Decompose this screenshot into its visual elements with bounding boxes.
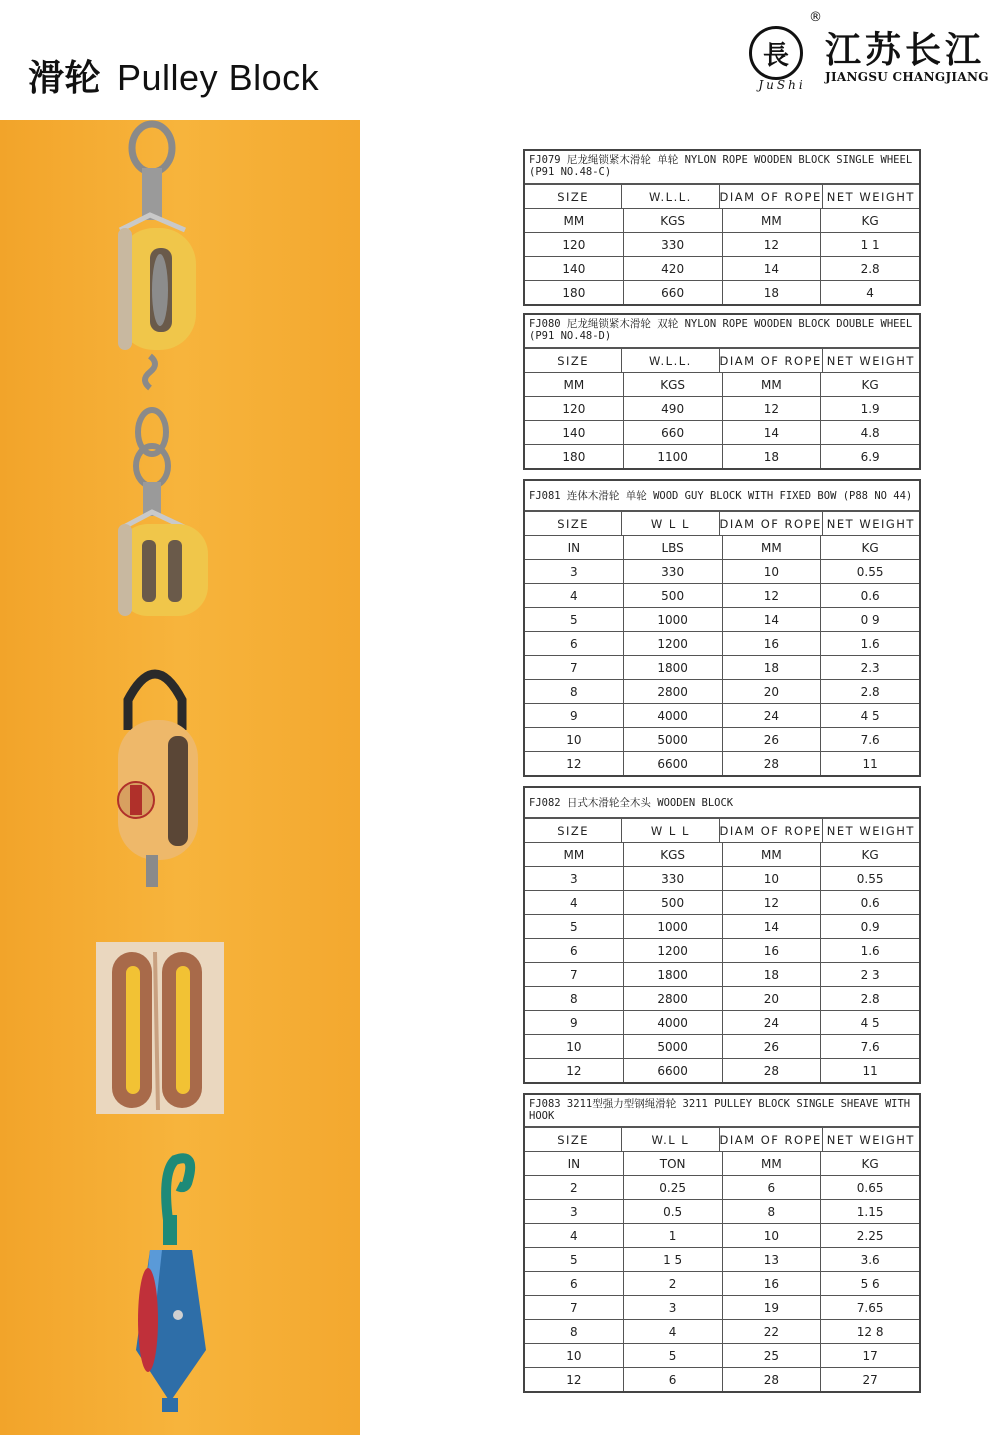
table-cell: 500 xyxy=(623,584,722,607)
table-row xyxy=(525,655,919,679)
table-row xyxy=(525,607,919,631)
table-cell: 330 xyxy=(623,560,722,583)
unit-cell: MM xyxy=(722,843,821,866)
table-cell: 18 xyxy=(722,445,821,468)
table-cell: 27 xyxy=(820,1368,919,1391)
table-cell: 12 8 xyxy=(820,1320,919,1343)
header-cell: SIZE xyxy=(557,189,590,204)
table-cell: 12 xyxy=(722,584,821,607)
table-cell: 10 xyxy=(722,867,821,890)
table-cell: 490 xyxy=(623,397,722,420)
table-row xyxy=(525,914,919,938)
table-row xyxy=(525,1367,919,1391)
table-cell: 0.9 xyxy=(820,915,919,938)
table-cell: 180 xyxy=(562,285,586,300)
table-cell: 0.55 xyxy=(820,560,919,583)
table-caption: FJ081 连体木滑轮 单轮 WOOD GUY BLOCK WITH FIXED BOW (P88 NO 44) xyxy=(525,481,919,511)
table-row xyxy=(525,1223,919,1247)
table-cell: 4 xyxy=(570,895,578,910)
table-cell: 7.65 xyxy=(820,1296,919,1319)
table-cell: 2800 xyxy=(623,680,722,703)
table-cell: 120 xyxy=(562,401,586,416)
table-cell: 9 xyxy=(570,1015,578,1030)
registered-mark: ® xyxy=(809,10,822,25)
table-cell: 3 xyxy=(623,1296,722,1319)
table-cell: 5000 xyxy=(623,1035,722,1058)
unit-cell: KG xyxy=(820,536,919,559)
table-cell: 5 xyxy=(570,1252,578,1267)
table-units-row xyxy=(525,372,919,396)
table-row xyxy=(525,751,919,775)
table-cell: 12 xyxy=(722,233,821,256)
table-cell: 1200 xyxy=(623,939,722,962)
table-row xyxy=(525,703,919,727)
unit-cell: MM xyxy=(563,377,585,392)
table-caption: FJ080 尼龙绳锁紧木滑轮 双轮 NYLON ROPE WOODEN BLOCK DOUBLE WHEEL (P91 NO.48-D) xyxy=(525,315,919,348)
table-cell: 140 xyxy=(562,261,586,276)
header-cell: DIAM OF ROPE xyxy=(719,819,822,842)
table-row xyxy=(525,1034,919,1058)
table-cell: 660 xyxy=(623,421,722,444)
table-cell: 7.6 xyxy=(820,728,919,751)
table-cell: 0.6 xyxy=(820,891,919,914)
unit-cell: KG xyxy=(820,209,919,232)
table-row xyxy=(525,679,919,703)
table-row xyxy=(525,962,919,986)
table-cell: 3.6 xyxy=(820,1248,919,1271)
table-cell: 24 xyxy=(722,704,821,727)
table-cell: 4 xyxy=(623,1320,722,1343)
unit-cell: IN xyxy=(567,1156,581,1171)
table-cell: 140 xyxy=(562,425,586,440)
table-cell: 14 xyxy=(722,257,821,280)
brand-seal-glyph: 長 xyxy=(762,40,789,71)
unit-cell: MM xyxy=(722,209,821,232)
table-cell: 28 xyxy=(722,1059,821,1082)
table-cell: 4.8 xyxy=(820,421,919,444)
table-cell: 20 xyxy=(722,680,821,703)
double-sheave-closeup-image xyxy=(96,942,224,1114)
table-cell: 10 xyxy=(722,1224,821,1247)
table-row xyxy=(525,727,919,751)
table-cell: 24 xyxy=(722,1011,821,1034)
table-cell: 7 xyxy=(570,660,578,675)
table-cell: 10 xyxy=(722,560,821,583)
table-cell: 4000 xyxy=(623,1011,722,1034)
table-cell: 0 9 xyxy=(820,608,919,631)
table-units-row xyxy=(525,1151,919,1175)
table-row xyxy=(525,396,919,420)
header-cell: DIAM OF ROPE xyxy=(719,185,822,208)
japanese-wooden-block-image xyxy=(118,674,198,887)
unit-cell: KG xyxy=(820,373,919,396)
table-row xyxy=(525,1247,919,1271)
table-cell: 3 xyxy=(570,1204,578,1219)
table-cell: 1800 xyxy=(623,963,722,986)
table-cell: 0.5 xyxy=(623,1200,722,1223)
table-cell: 0.25 xyxy=(623,1176,722,1199)
table-cell: 2 xyxy=(570,1180,578,1195)
table-header-row xyxy=(525,348,919,372)
table-caption: FJ082 日式木滑轮全木头 WOODEN BLOCK xyxy=(525,788,919,818)
header-cell: W.L.L. xyxy=(621,185,718,208)
table-cell: 660 xyxy=(623,281,722,304)
table-cell: 6600 xyxy=(623,752,722,775)
table-cell: 5 xyxy=(570,612,578,627)
table-cell: 18 xyxy=(722,963,821,986)
table-row xyxy=(525,444,919,468)
table-cell: 1 5 xyxy=(623,1248,722,1271)
unit-cell: KG xyxy=(820,1152,919,1175)
table-cell: 1000 xyxy=(623,915,722,938)
product-photos xyxy=(0,120,360,1435)
table-cell: 6 xyxy=(570,1276,578,1291)
table-cell: 8 xyxy=(570,991,578,1006)
table-cell: 4 xyxy=(820,281,919,304)
unit-cell: MM xyxy=(722,1152,821,1175)
table-cell: 6 xyxy=(570,943,578,958)
header-cell: SIZE xyxy=(557,516,590,531)
table-row xyxy=(525,890,919,914)
header-cell: W.L L xyxy=(621,1128,718,1151)
header-cell: NET WEIGHT xyxy=(822,349,919,372)
table-cell: 18 xyxy=(722,656,821,679)
brand-logo xyxy=(745,10,995,95)
table-cell: 2800 xyxy=(623,987,722,1010)
steel-hook-pulley-image xyxy=(136,1158,206,1412)
table-cell: 17 xyxy=(820,1344,919,1367)
table-cell: 26 xyxy=(722,728,821,751)
header-cell: NET WEIGHT xyxy=(822,512,919,535)
table-cell: 1.15 xyxy=(820,1200,919,1223)
table-cell: 25 xyxy=(722,1344,821,1367)
header-cell: NET WEIGHT xyxy=(822,819,919,842)
table-cell: 10 xyxy=(566,732,582,747)
unit-cell: MM xyxy=(722,536,821,559)
table-row xyxy=(525,1175,919,1199)
table-cell: 14 xyxy=(722,421,821,444)
table-row xyxy=(525,1295,919,1319)
header-cell: NET WEIGHT xyxy=(822,185,919,208)
table-cell: 1100 xyxy=(623,445,722,468)
table-cell: 19 xyxy=(722,1296,821,1319)
table-cell: 12 xyxy=(566,756,582,771)
spec-table-fj081 xyxy=(523,479,921,777)
product-photo-strip xyxy=(0,120,360,1435)
table-cell: 0.6 xyxy=(820,584,919,607)
table-cell: 6 xyxy=(722,1176,821,1199)
header-cell: NET WEIGHT xyxy=(822,1128,919,1151)
table-cell: 10 xyxy=(566,1039,582,1054)
unit-cell: KGS xyxy=(623,209,722,232)
spec-table-fj083 xyxy=(523,1093,921,1393)
table-cell: 8 xyxy=(570,684,578,699)
table-row xyxy=(525,420,919,444)
table-cell: 2.8 xyxy=(820,987,919,1010)
table-cell: 6 xyxy=(570,636,578,651)
table-cell: 14 xyxy=(722,608,821,631)
header-cell: SIZE xyxy=(557,353,590,368)
table-cell: 1.9 xyxy=(820,397,919,420)
unit-cell: MM xyxy=(722,373,821,396)
unit-cell: KGS xyxy=(623,373,722,396)
table-cell: 16 xyxy=(722,939,821,962)
table-row xyxy=(525,866,919,890)
table-cell: 6600 xyxy=(623,1059,722,1082)
table-row xyxy=(525,1058,919,1082)
table-cell: 1000 xyxy=(623,608,722,631)
header-cell: DIAM OF ROPE xyxy=(719,1128,822,1151)
table-cell: 9 xyxy=(570,708,578,723)
table-row xyxy=(525,938,919,962)
table-row xyxy=(525,631,919,655)
table-cell: 2.8 xyxy=(820,257,919,280)
table-cell: 6.9 xyxy=(820,445,919,468)
unit-cell: MM xyxy=(563,847,585,862)
table-row xyxy=(525,1343,919,1367)
table-cell: 4000 xyxy=(623,704,722,727)
table-cell: 28 xyxy=(722,752,821,775)
unit-cell: KG xyxy=(820,843,919,866)
table-cell: 7 xyxy=(570,1300,578,1315)
table-cell: 12 xyxy=(722,397,821,420)
table-row xyxy=(525,256,919,280)
table-cell: 10 xyxy=(566,1348,582,1363)
table-cell: 1.6 xyxy=(820,939,919,962)
table-row xyxy=(525,1010,919,1034)
table-cell: 18 xyxy=(722,281,821,304)
table-cell: 13 xyxy=(722,1248,821,1271)
unit-cell: LBS xyxy=(623,536,722,559)
table-cell: 4 xyxy=(570,1228,578,1243)
table-cell: 1 xyxy=(623,1224,722,1247)
table-cell: 20 xyxy=(722,987,821,1010)
table-cell: 12 xyxy=(566,1063,582,1078)
table-cell: 5 xyxy=(570,919,578,934)
table-cell: 8 xyxy=(722,1200,821,1223)
header-cell: SIZE xyxy=(557,1132,590,1147)
table-cell: 2.3 xyxy=(820,656,919,679)
table-cell: 500 xyxy=(623,891,722,914)
table-cell: 420 xyxy=(623,257,722,280)
table-caption: FJ083 3211型强力型钢绳滑轮 3211 PULLEY BLOCK SINGLE SHEAVE WITH HOOK xyxy=(525,1095,919,1127)
table-cell: 11 xyxy=(820,752,919,775)
page-title-en: Pulley Block xyxy=(117,57,320,98)
brand-seal-latin: JuShi xyxy=(758,78,806,92)
table-cell: 12 xyxy=(566,1372,582,1387)
spec-table-fj080 xyxy=(523,313,921,470)
table-cell: 330 xyxy=(623,233,722,256)
table-cell: 120 xyxy=(562,237,586,252)
table-row xyxy=(525,280,919,304)
table-row xyxy=(525,1319,919,1343)
table-cell: 5 xyxy=(623,1344,722,1367)
header-cell: DIAM OF ROPE xyxy=(719,349,822,372)
table-row xyxy=(525,1271,919,1295)
table-cell: 16 xyxy=(722,1272,821,1295)
table-cell: 0.65 xyxy=(820,1176,919,1199)
table-cell: 7 xyxy=(570,967,578,982)
unit-cell: MM xyxy=(563,213,585,228)
table-cell: 1800 xyxy=(623,656,722,679)
table-row xyxy=(525,232,919,256)
table-cell: 5 6 xyxy=(820,1272,919,1295)
table-cell: 7.6 xyxy=(820,1035,919,1058)
page-title-cn: 滑轮 xyxy=(28,58,102,99)
table-cell: 11 xyxy=(820,1059,919,1082)
table-cell: 22 xyxy=(722,1320,821,1343)
table-cell: 3 xyxy=(570,871,578,886)
spec-table-fj079 xyxy=(523,149,921,306)
table-cell: 28 xyxy=(722,1368,821,1391)
table-row xyxy=(525,559,919,583)
table-header-row xyxy=(525,818,919,842)
header-cell: W L L xyxy=(621,819,718,842)
brand-name-cn: 江苏长江 xyxy=(825,29,986,71)
single-wooden-block-image xyxy=(118,124,196,350)
table-cell: 5000 xyxy=(623,728,722,751)
table-units-row xyxy=(525,842,919,866)
table-cell: 4 5 xyxy=(820,1011,919,1034)
table-header-row xyxy=(525,511,919,535)
table-cell: 16 xyxy=(722,632,821,655)
table-cell: 1200 xyxy=(623,632,722,655)
table-units-row xyxy=(525,535,919,559)
table-cell: 2.8 xyxy=(820,680,919,703)
table-cell: 26 xyxy=(722,1035,821,1058)
table-units-row xyxy=(525,208,919,232)
table-cell: 8 xyxy=(570,1324,578,1339)
page-title xyxy=(28,50,319,101)
table-cell: 2.25 xyxy=(820,1224,919,1247)
unit-cell: KGS xyxy=(623,843,722,866)
table-cell: 12 xyxy=(722,891,821,914)
table-cell: 4 5 xyxy=(820,704,919,727)
unit-cell: TON xyxy=(623,1152,722,1175)
table-cell: 3 xyxy=(570,564,578,579)
table-header-row xyxy=(525,184,919,208)
brand-name-en: JIANGSU CHANGJIANG xyxy=(825,70,989,84)
table-row xyxy=(525,986,919,1010)
spec-table-fj082 xyxy=(523,786,921,1084)
header-cell: W L L xyxy=(621,512,718,535)
table-cell: 6 xyxy=(623,1368,722,1391)
table-header-row xyxy=(525,1127,919,1151)
table-cell: 1 1 xyxy=(820,233,919,256)
brand-seal-icon xyxy=(749,26,803,80)
table-cell: 4 xyxy=(570,588,578,603)
header-cell: W.L.L. xyxy=(621,349,718,372)
table-cell: 14 xyxy=(722,915,821,938)
unit-cell: IN xyxy=(567,540,581,555)
table-cell: 180 xyxy=(562,449,586,464)
table-cell: 330 xyxy=(623,867,722,890)
double-wooden-block-image xyxy=(118,356,208,616)
table-cell: 0.55 xyxy=(820,867,919,890)
table-caption: FJ079 尼龙绳锁紧木滑轮 单轮 NYLON ROPE WOODEN BLOCK SINGLE WHEEL (P91 NO.48-C) xyxy=(525,151,919,184)
table-row xyxy=(525,583,919,607)
table-cell: 1.6 xyxy=(820,632,919,655)
table-cell: 2 3 xyxy=(820,963,919,986)
table-cell: 2 xyxy=(623,1272,722,1295)
table-row xyxy=(525,1199,919,1223)
header-cell: SIZE xyxy=(557,823,590,838)
header-cell: DIAM OF ROPE xyxy=(719,512,822,535)
